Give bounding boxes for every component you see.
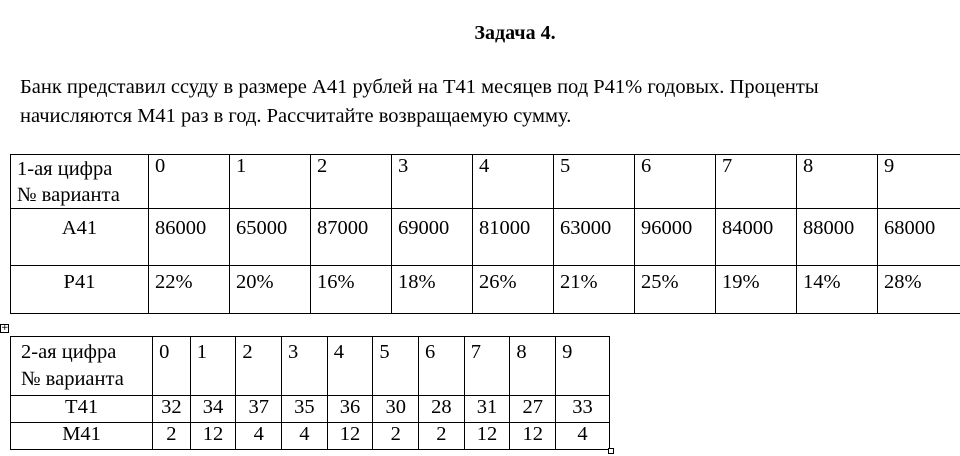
- value-cell: 63000: [554, 209, 635, 266]
- digit-cell: 7: [464, 337, 510, 396]
- digit-cell: 1: [190, 337, 236, 396]
- table-row: [11, 266, 960, 314]
- value-cell: 36: [327, 396, 373, 423]
- header-line-1: 2-ая цифра: [21, 341, 117, 363]
- value-cell: 12: [464, 423, 510, 450]
- task-text-line-1: Банк представил ссуду в размере А41 рублей на Т41 месяцев под Р41% годовых. Проценты: [20, 76, 819, 98]
- value-cell: 96000: [635, 209, 716, 266]
- value-cell: 2: [153, 423, 191, 450]
- value-cell: 87000: [311, 209, 392, 266]
- digit-cell: 2: [311, 155, 392, 209]
- digit-cell: 5: [373, 337, 419, 396]
- value-cell: 20%: [230, 266, 311, 314]
- value-cell: 2: [373, 423, 419, 450]
- value-cell: 86000: [149, 209, 230, 266]
- value-cell: 12: [327, 423, 373, 450]
- value-cell: 32: [153, 396, 191, 423]
- value-cell: 33: [556, 396, 610, 423]
- value-cell: 12: [190, 423, 236, 450]
- digit-cell: 0: [149, 155, 230, 209]
- value-cell: 88000: [797, 209, 878, 266]
- header-cell: [11, 155, 149, 209]
- row-label: Р41: [11, 266, 149, 314]
- row-label: М41: [11, 423, 153, 450]
- value-cell: 30: [373, 396, 419, 423]
- value-cell: 26%: [473, 266, 554, 314]
- value-cell: 25%: [635, 266, 716, 314]
- value-cell: 69000: [392, 209, 473, 266]
- value-cell: 27: [510, 396, 556, 423]
- row-label: А41: [11, 209, 149, 266]
- table-row: [11, 396, 610, 423]
- digit-cell: 3: [282, 337, 328, 396]
- table-resize-handle-icon[interactable]: [608, 448, 614, 454]
- digit-cell: 8: [797, 155, 878, 209]
- digit-cell: 8: [510, 337, 556, 396]
- row-label: Т41: [11, 396, 153, 423]
- digit-cell: 5: [554, 155, 635, 209]
- digit-cell: 9: [878, 155, 960, 209]
- table-header-row: [11, 155, 960, 209]
- digit-cell: 4: [473, 155, 554, 209]
- value-cell: 31: [464, 396, 510, 423]
- value-cell: 35: [282, 396, 328, 423]
- header-line-2: № варианта: [17, 184, 120, 206]
- value-cell: 19%: [716, 266, 797, 314]
- value-cell: 81000: [473, 209, 554, 266]
- value-cell: 16%: [311, 266, 392, 314]
- table-row: [11, 423, 610, 450]
- value-cell: 28: [419, 396, 465, 423]
- value-cell: 34: [190, 396, 236, 423]
- value-cell: 84000: [716, 209, 797, 266]
- digit-cell: 3: [392, 155, 473, 209]
- variant-table-first-digit: [10, 154, 960, 314]
- digit-cell: 1: [230, 155, 311, 209]
- digit-cell: 6: [635, 155, 716, 209]
- value-cell: 2: [419, 423, 465, 450]
- table-row: [11, 209, 960, 266]
- header-line-1: 1-ая цифра: [17, 158, 113, 180]
- task-title: Задача 4.: [474, 22, 556, 44]
- digit-cell: 9: [556, 337, 610, 396]
- value-cell: 28%: [878, 266, 960, 314]
- value-cell: 4: [282, 423, 328, 450]
- value-cell: 18%: [392, 266, 473, 314]
- digit-cell: 7: [716, 155, 797, 209]
- value-cell: 21%: [554, 266, 635, 314]
- task-text-line-2: начисляются М41 раз в год. Рассчитайте возвращаемую сумму.: [20, 105, 572, 127]
- value-cell: 65000: [230, 209, 311, 266]
- value-cell: 12: [510, 423, 556, 450]
- digit-cell: 0: [153, 337, 191, 396]
- value-cell: 68000: [878, 209, 960, 266]
- header-cell: [11, 337, 153, 396]
- variant-table-second-digit: [10, 336, 610, 450]
- table-move-handle-icon[interactable]: +: [1, 323, 9, 333]
- header-line-2: № варианта: [21, 368, 124, 390]
- value-cell: 22%: [149, 266, 230, 314]
- digit-cell: 2: [236, 337, 282, 396]
- digit-cell: 6: [419, 337, 465, 396]
- digit-cell: 4: [327, 337, 373, 396]
- value-cell: 4: [236, 423, 282, 450]
- table-header-row: [11, 337, 610, 396]
- value-cell: 4: [556, 423, 610, 450]
- value-cell: 37: [236, 396, 282, 423]
- value-cell: 14%: [797, 266, 878, 314]
